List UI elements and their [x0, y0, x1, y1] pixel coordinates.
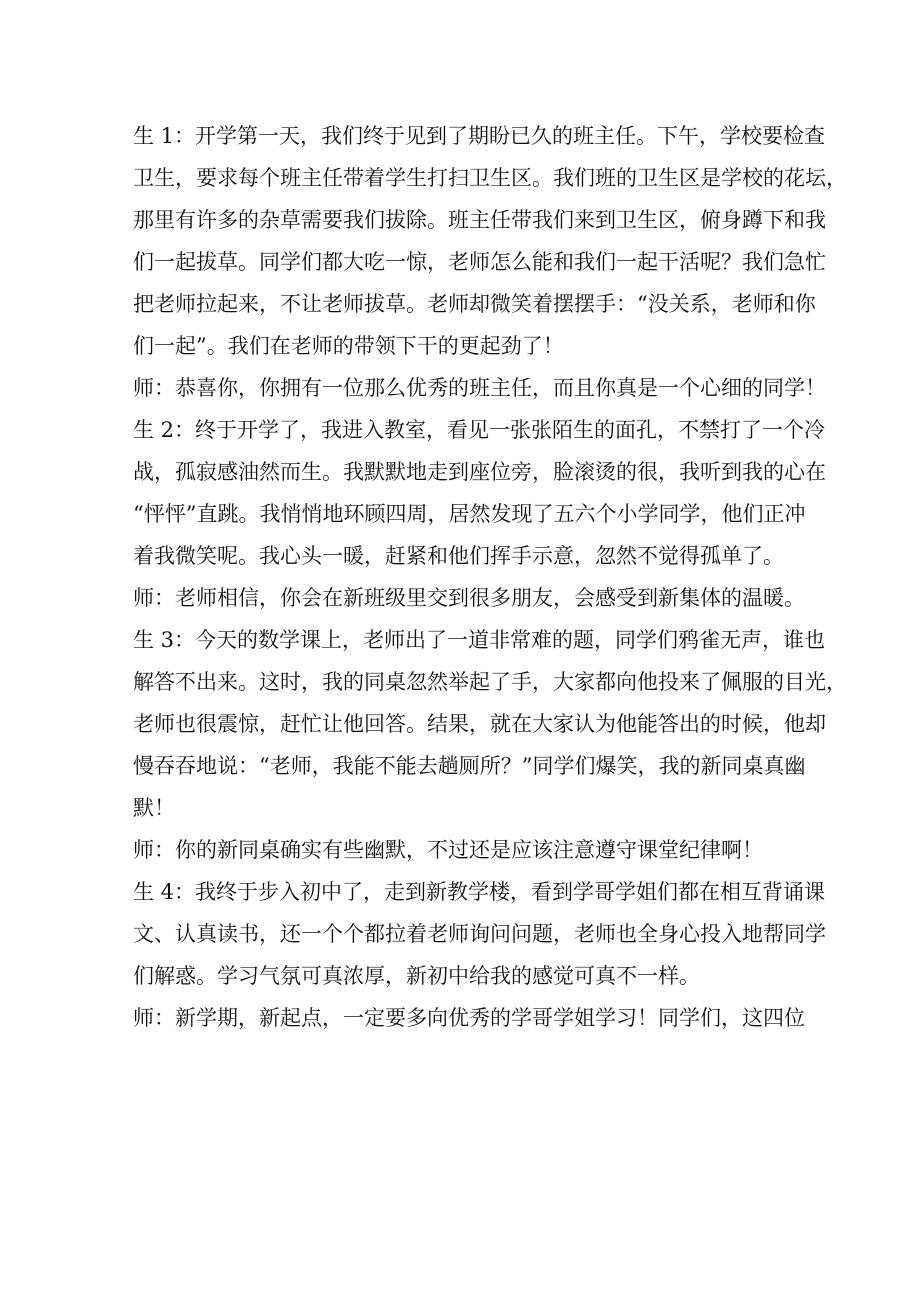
paragraph-teacher-reply [133, 997, 805, 1039]
text-line: 们一起”。我们在老师的带领下干的更起劲了！ [133, 334, 564, 358]
text-line: 默！ [133, 796, 175, 820]
text-line: 把老师拉起来，不让老师拔草。老师却微笑着摆摆手：“没关系，老师和你 [133, 292, 816, 316]
document-body [133, 115, 847, 1039]
text-line: 生 3：今天的数学课上，老师出了一道非常难的题，同学们鸦雀无声，谁也 [133, 628, 826, 652]
paragraph-student-4 [133, 871, 826, 997]
text-line: 慢吞吞地说：“老师，我能不能去趟厕所？”同学们爆笑，我的新同桌真幽 [133, 754, 806, 778]
text-line: 卫生，要求每个班主任带着学生打扫卫生区。我们班的卫生区是学校的花坛， [133, 166, 847, 190]
text-line: 们解惑。学习气氛可真浓厚，新初中给我的感觉可真不一样。 [133, 964, 700, 988]
text-line: 战，孤寂感油然而生。我默默地走到座位旁，脸滚烫的很，我听到我的心在 [133, 460, 826, 484]
text-line: 生 2：终于开学了，我进入教室，看见一张张陌生的面孔，不禁打了一个冷 [133, 418, 826, 442]
text-line: 解答不出来。这时，我的同桌忽然举起了手，大家都向他投来了佩服的目光， [133, 670, 847, 694]
text-line: 师：老师相信，你会在新班级里交到很多朋友，会感受到新集体的温暖。 [133, 586, 805, 610]
text-line: “怦怦”直跳。我悄悄地环顾四周，居然发现了五六个小学同学，他们正冲 [133, 502, 806, 526]
text-line: 师：恭喜你，你拥有一位那么优秀的班主任，而且你真是一个心细的同学！ [133, 376, 826, 400]
paragraph-teacher-reply [133, 367, 826, 409]
text-line: 生 1：开学第一天，我们终于见到了期盼已久的班主任。下午，学校要检查 [133, 124, 826, 148]
paragraph-teacher-reply [133, 577, 805, 619]
text-line: 文、认真读书，还一个个都拉着老师询问问题，老师也全身心投入地帮同学 [133, 922, 826, 946]
text-line: 师：你的新同桌确实有些幽默，不过还是应该注意遵守课堂纪律啊！ [133, 838, 763, 862]
paragraph-student-1 [133, 115, 847, 367]
text-line: 师：新学期，新起点，一定要多向优秀的学哥学姐学习！同学们，这四位 [133, 1006, 805, 1030]
text-line: 着我微笑呢。我心头一暖，赶紧和他们挥手示意，忽然不觉得孤单了。 [133, 544, 784, 568]
paragraph-teacher-reply [133, 829, 801, 871]
text-line: 那里有许多的杂草需要我们拔除。班主任带我们来到卫生区，俯身蹲下和我 [133, 208, 826, 232]
text-line: 老师也很震惊，赶忙让他回答。结果，就在大家认为他能答出的时候，他却 [133, 712, 826, 736]
text-line: 们一起拔草。同学们都大吃一惊，老师怎么能和我们一起干活呢？我们急忙 [133, 250, 826, 274]
text-line: 生 4：我终于步入初中了，走到新教学楼，看到学哥学姐们都在相互背诵课 [133, 880, 826, 904]
paragraph-student-3 [133, 619, 847, 829]
paragraph-student-2 [133, 409, 826, 577]
